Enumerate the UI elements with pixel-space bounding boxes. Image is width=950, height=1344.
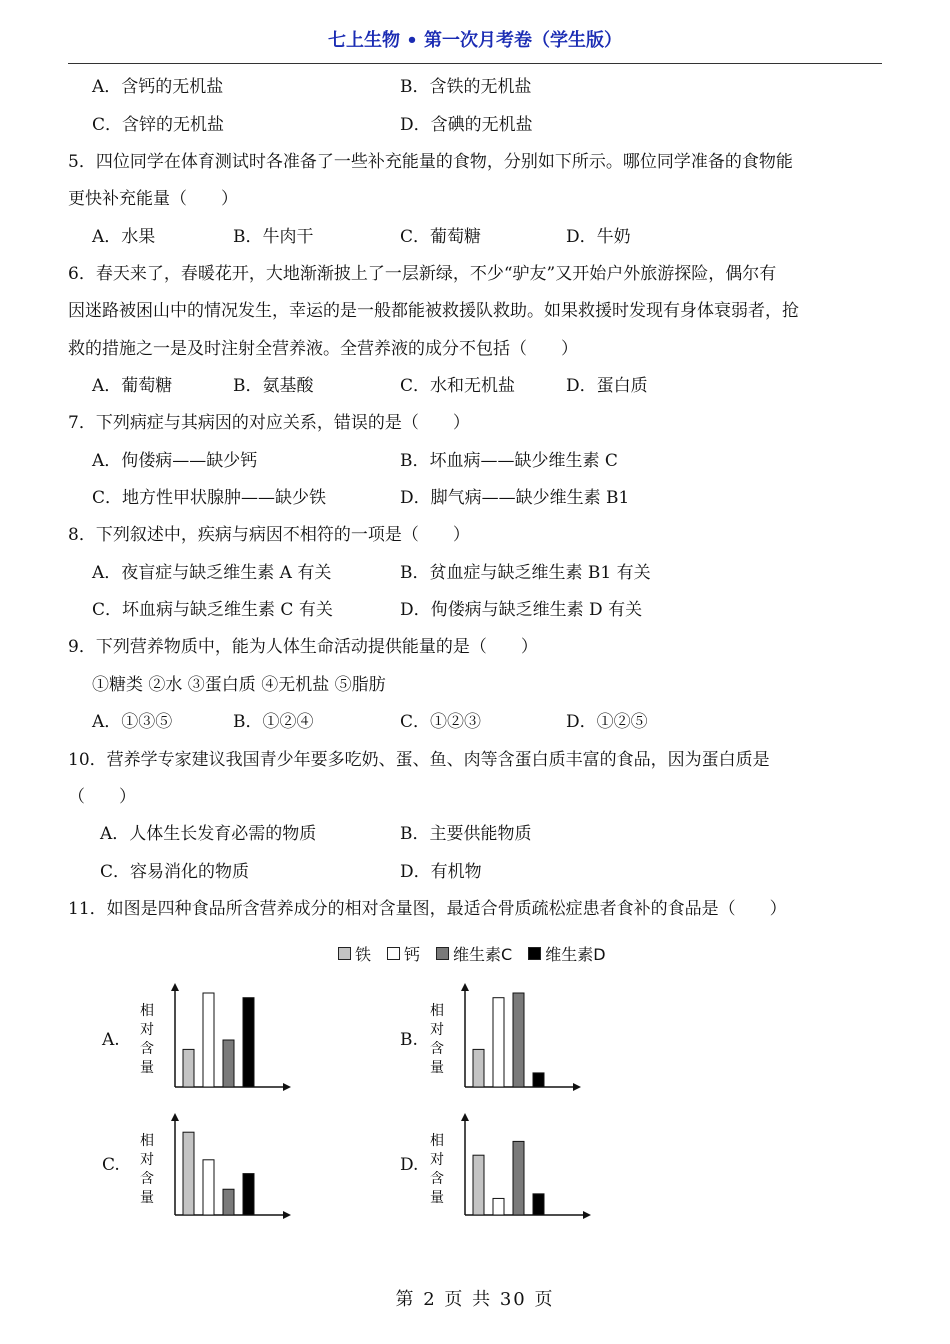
chart-c-bar-vitamin-d <box>243 1174 254 1215</box>
q9-items: ①糖类 ②水 ③蛋白质 ④无机盐 ⑤脂肪 <box>92 675 386 695</box>
chart-c-ylabel-char: 含 <box>140 1171 154 1187</box>
chart-c-bar-iron <box>183 1132 194 1215</box>
chart-b-ylabel-char: 量 <box>430 1060 444 1076</box>
q5-stem-line1: 5．四位同学在体育测试时各准备了一些补充能量的食物，分别如下所示。哪位同学准备的食物能 <box>68 152 793 172</box>
legend-swatch-iron <box>338 947 351 960</box>
chart-d <box>425 1105 595 1223</box>
q7-stem: 7．下列病症与其病因的对应关系，错误的是（ ） <box>68 413 470 433</box>
chart-a-bar-calcium <box>203 993 214 1087</box>
chart-legend <box>338 942 622 965</box>
q6-option-b: B．氨基酸 <box>233 376 314 396</box>
q8-option-b: B．贫血症与缺乏维生素 B1 有关 <box>400 563 651 583</box>
chart-b-ylabel-char: 相 <box>430 1003 444 1019</box>
q8-option-d: D．佝偻病与缺乏维生素 D 有关 <box>400 600 643 620</box>
chart-b <box>425 975 585 1095</box>
legend-item-calcium <box>387 942 420 965</box>
chart-c-label: C. <box>102 1155 120 1175</box>
chart-a-ylabel-char: 含 <box>140 1041 154 1057</box>
legend-item-iron <box>338 942 371 965</box>
chart-d-bar-vitamin-d <box>533 1194 544 1215</box>
chart-c-y-arrow <box>171 1113 179 1121</box>
q6-option-a: A．葡萄糖 <box>92 376 173 396</box>
chart-c-bar-calcium <box>203 1160 214 1215</box>
q6-stem-line2: 因迷路被困山中的情况发生，幸运的是一般都能被救援队救助。如果救援时发现有身体衰弱者，抢 <box>68 301 799 321</box>
chart-b-bar-vitamin-d <box>533 1073 544 1087</box>
chart-a-ylabel-char: 量 <box>140 1060 154 1076</box>
chart-d-ylabel-char: 含 <box>430 1171 444 1187</box>
chart-d-bar-calcium <box>493 1198 504 1215</box>
q8-stem: 8．下列叙述中，疾病与病因不相符的一项是（ ） <box>68 525 470 545</box>
q10-option-a: A．人体生长发育必需的物质 <box>100 824 317 844</box>
q6-stem-line1: 6．春天来了，春暖花开，大地渐渐披上了一层新绿，不少“驴友”又开始户外旅游探险，偶尔有 <box>68 264 777 284</box>
q10-option-c: C．容易消化的物质 <box>100 862 250 882</box>
q11-stem: 11．如图是四种食品所含营养成分的相对含量图，最适合骨质疏松症患者食补的食品是（ ） <box>68 899 787 919</box>
header-rule <box>68 63 882 64</box>
q5-option-d: D．牛奶 <box>566 227 631 247</box>
q4-option-b: B．含铁的无机盐 <box>400 77 532 97</box>
legend-item-vitc <box>436 942 512 965</box>
q5-option-c: C．葡萄糖 <box>400 227 482 247</box>
chart-d-ylabel-char: 相 <box>430 1133 444 1149</box>
legend-label-calcium: 钙 <box>404 945 421 964</box>
chart-b-y-arrow <box>461 983 469 991</box>
q10-stem-line2: （ ） <box>68 787 136 807</box>
page-footer: 第 2 页 共 30 页 <box>395 1289 555 1310</box>
chart-d-ylabel-char: 对 <box>430 1152 444 1168</box>
chart-a-bar-iron <box>183 1049 194 1087</box>
chart-c-ylabel-char: 对 <box>140 1152 154 1168</box>
chart-d-y-arrow <box>461 1113 469 1121</box>
q9-option-b: B．①②④ <box>233 712 314 732</box>
page-header-title: 七上生物 • 第一次月考卷（学生版） <box>327 30 623 51</box>
q10-option-d: D．有机物 <box>400 862 482 882</box>
legend-item-vitd <box>528 942 605 965</box>
q9-option-d: D．①②⑤ <box>566 712 648 732</box>
q6-option-c: C．水和无机盐 <box>400 376 516 396</box>
q7-option-d: D．脚气病——缺少维生素 B1 <box>400 488 630 508</box>
legend-swatch-vitc <box>436 947 449 960</box>
chart-a-bar-vitamin-c <box>223 1040 234 1087</box>
q7-option-c: C．地方性甲状腺肿——缺少铁 <box>92 488 327 508</box>
q10-option-b: B．主要供能物质 <box>400 824 532 844</box>
legend-label-iron: 铁 <box>355 945 372 964</box>
chart-d-x-arrow <box>583 1211 591 1219</box>
q4-option-a: A．含钙的无机盐 <box>92 77 224 97</box>
chart-a-y-arrow <box>171 983 179 991</box>
legend-label-vitd: 维生素D <box>545 945 606 964</box>
chart-c-ylabel-char: 相 <box>140 1133 154 1149</box>
q5-stem-line2: 更快补充能量（ ） <box>68 189 238 209</box>
q10-stem-line1: 10．营养学专家建议我国青少年要多吃奶、蛋、鱼、肉等含蛋白质丰富的食品，因为蛋白质是 <box>68 750 770 770</box>
q7-option-b: B．坏血病——缺少维生素 C <box>400 451 618 471</box>
chart-a-ylabel-char: 相 <box>140 1003 154 1019</box>
chart-b-label: B. <box>400 1030 418 1050</box>
q9-option-a: A．①③⑤ <box>92 712 173 732</box>
q6-option-d: D．蛋白质 <box>566 376 648 396</box>
legend-swatch-vitd <box>528 947 541 960</box>
chart-a-x-arrow <box>283 1083 291 1091</box>
q4-option-c: C．含锌的无机盐 <box>92 115 225 135</box>
chart-d-ylabel-char: 量 <box>430 1190 444 1206</box>
q7-option-a: A．佝偻病——缺少钙 <box>92 451 258 471</box>
q4-option-d: D．含碘的无机盐 <box>400 115 533 135</box>
chart-c <box>135 1105 295 1223</box>
legend-swatch-calcium <box>387 947 400 960</box>
chart-b-bar-vitamin-c <box>513 993 524 1087</box>
chart-c-bar-vitamin-c <box>223 1189 234 1215</box>
q5-option-b: B．牛肉干 <box>233 227 314 247</box>
chart-b-bar-iron <box>473 1049 484 1087</box>
chart-b-ylabel-char: 含 <box>430 1041 444 1057</box>
chart-d-label: D. <box>400 1155 419 1175</box>
chart-a-bar-vitamin-d <box>243 998 254 1087</box>
chart-b-ylabel-char: 对 <box>430 1022 444 1038</box>
q5-option-a: A．水果 <box>92 227 156 247</box>
chart-c-x-arrow <box>283 1211 291 1219</box>
q8-option-c: C．坏血病与缺乏维生素 C 有关 <box>92 600 333 620</box>
chart-a-ylabel-char: 对 <box>140 1022 154 1038</box>
chart-d-bar-vitamin-c <box>513 1141 524 1215</box>
legend-label-vitc: 维生素C <box>453 945 513 964</box>
chart-a-label: A. <box>102 1030 120 1050</box>
q8-option-a: A．夜盲症与缺乏维生素 A 有关 <box>92 563 332 583</box>
q6-stem-line3: 救的措施之一是及时注射全营养液。全营养液的成分不包括（ ） <box>68 339 578 359</box>
chart-b-bar-calcium <box>493 998 504 1087</box>
chart-a <box>135 975 295 1095</box>
chart-b-x-arrow <box>573 1083 581 1091</box>
q9-stem: 9．下列营养物质中，能为人体生命活动提供能量的是（ ） <box>68 637 538 657</box>
q9-option-c: C．①②③ <box>400 712 482 732</box>
chart-c-ylabel-char: 量 <box>140 1190 154 1206</box>
chart-d-bar-iron <box>473 1155 484 1215</box>
